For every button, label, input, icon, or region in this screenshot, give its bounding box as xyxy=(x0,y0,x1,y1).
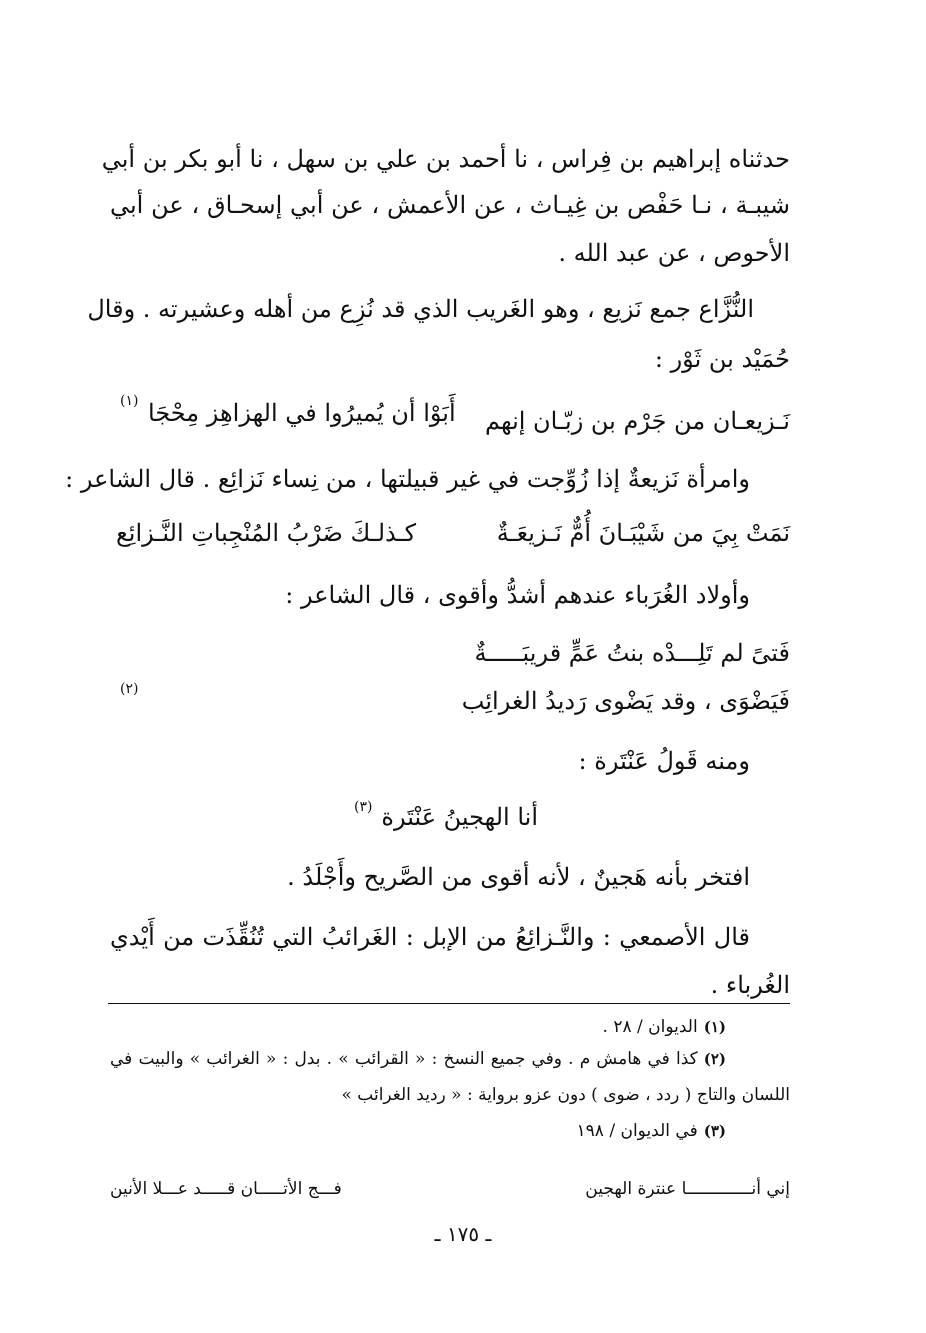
footer-verse-right: إني أنـــــــــــــا عنترة الهجين xyxy=(585,1179,790,1199)
text-line: الأحوص ، عن عبد الله . xyxy=(558,239,790,267)
footnote: (١)الديوان / ٢٨ . xyxy=(602,1017,726,1037)
verse-line: أنا الهجينُ عَنْتَرة xyxy=(381,803,538,831)
verse-hemistich-left: كـذلـكَ ضَرْبُ المُنْجِباتِ النَّـزائِع xyxy=(116,519,417,547)
footer-verse-left: فـــج الأتـــــان قـــــد عـــلا الأنين xyxy=(110,1179,342,1199)
verse-hemistich-left: أَبَوْا أن يُميرُوا في الهزاهِز مِحْجَا xyxy=(148,399,456,427)
verse-hemistich-right: فَتىً لم تَلِـــدْه بنتُ عَمٍّ قريبَـــــةٌ xyxy=(474,639,790,667)
verse-hemistich-left: فَيَضْوَى ، وقد يَضْوى رَديدُ الغرائِب xyxy=(461,687,790,715)
text-line: ومنه قَولُ عَنْتَرة : xyxy=(578,747,750,775)
verse-hemistich-right: نَمَتْ بِيَ من شَيْبَـانَ أُمٌّ نَـزيعَـةٌ xyxy=(496,519,790,547)
text-line: النُّزَّاع جمع نَزيع ، وهو الغَريب الذي قد نُزِع من أهله وعشيرته . وقال xyxy=(87,295,754,323)
footnote-divider xyxy=(108,1003,790,1004)
text-line: قال الأصمعي : والنَّـزائِعُ من الإبل : الغَرائبُ التي تُنُقِّذَت من أَيْدي xyxy=(110,923,750,951)
footnote-marker: (٢) xyxy=(120,681,139,697)
footnote: (٣)في الديوان / ١٩٨ xyxy=(576,1121,726,1141)
text-line: وامرأة نَزيعةٌ إذا زُوِّجت في غير قبيلتها ، من نِساء نَزائِع . قال الشاعر : xyxy=(65,465,750,493)
text-line: حدثناه إبراهيم بن فِراس ، نا أحمد بن علي بن سهل ، نا أبو بكر بن أبي xyxy=(101,145,790,173)
footnote-continuation: اللسان والتاج ( ردد ، ضوى ) دون عزو برواية : « رديد الغرائب » xyxy=(341,1085,790,1105)
text-line: شيبـة ، نـا حَفْص بن غِيـاث ، عن الأعمش ، عن أبي إسحـاق ، عن أبي xyxy=(110,191,790,219)
text-line: افتخر بأنه هَجينٌ ، لأنه أقوى من الصَّريح وأَجْلَدُ . xyxy=(287,863,750,891)
footnote: (٢)كذا في هامش م . وفي جميع النسخ : « القرائب » . بدل : « الغرائب » والبيت في xyxy=(110,1049,726,1069)
text-line: حُمَيْد بن ثَوْر : xyxy=(654,345,790,373)
text-line: الغُرباء . xyxy=(710,971,790,999)
text-line: وأولاد الغُرَباء عندهم أشدُّ وأقوى ، قال الشاعر : xyxy=(285,581,750,609)
footnote-marker: (١) xyxy=(120,393,139,409)
page-number: ـ ١٧٥ ـ xyxy=(434,1222,492,1246)
footnote-marker: (٣) xyxy=(354,799,373,815)
verse-hemistich-right: نَـزيعـان من جَرْم بن زبّـان إنهم xyxy=(485,407,790,435)
